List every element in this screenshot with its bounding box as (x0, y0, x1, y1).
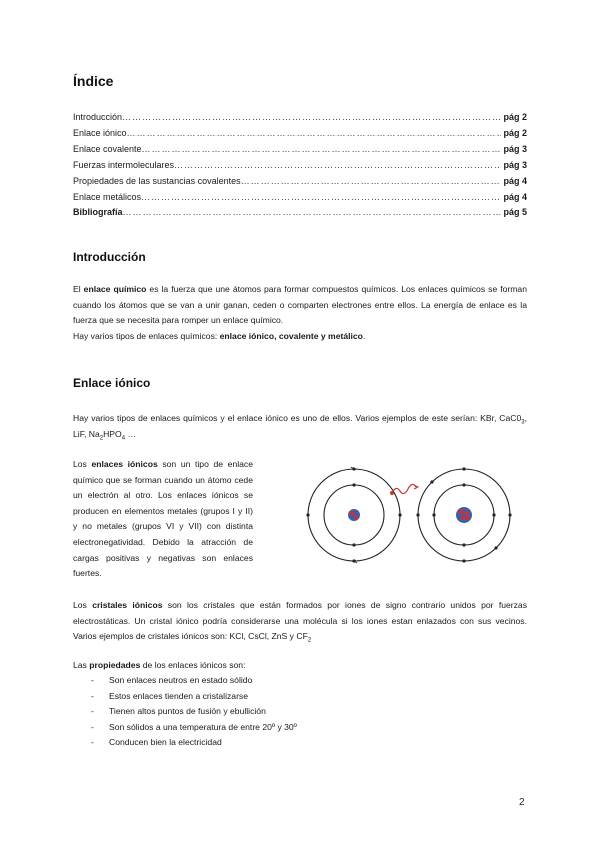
toc-page: pág 5 (503, 207, 527, 218)
properties-list (91, 673, 297, 751)
page-number: 2 (519, 797, 525, 808)
toc-label: Enlace iónico (73, 127, 127, 138)
toc-label: Propiedades de las sustancias covalentes (73, 175, 241, 186)
ionic-definition-paragraph: Los enlaces iónicos son un tipo de enlace químico que se forman cuando un átomo cede un electrón al otro. Los enlaces iónicos se producen en elementos metales (grupos I y II) y no metales (grupos VI y VII) con distinta electronegatividad. Debido la atracción de cargas positivas y negativas son enlaces fuertes. (73, 459, 253, 579)
list-item: - Son enlaces neutros en estado sólido (91, 673, 297, 689)
electron-transfer-icon (392, 484, 416, 493)
toc-label: Enlace metálicos (73, 191, 142, 202)
index-heading: Índice (73, 73, 114, 89)
toc-item[interactable] (73, 158, 527, 174)
table-of-contents (73, 110, 527, 221)
toc-page: pág 2 (503, 112, 527, 122)
left-atom (306, 467, 401, 563)
ionic-bond-diagram (306, 455, 528, 575)
toc-item[interactable] (73, 190, 527, 206)
intro-paragraph: El enlace químico es la fuerza que une átomos para formar compuestos químicos. Los enlaces químicos se forman cuando los átomos que se van a unir ganan, ceden o comparten electrones entre ellos. La energía de enlace es la fuerza que se necesita para romper un enlace químico. Hay varios tipos de enlaces químicos: enlace iónico, covalente y metálico. (73, 284, 527, 341)
toc-item[interactable] (73, 174, 527, 190)
toc-item[interactable] (73, 142, 527, 158)
toc-label: Enlace covalente (73, 143, 142, 154)
intro-heading: Introducción (73, 250, 146, 264)
list-item: - Estos enlaces tienden a cristalizarse (91, 689, 297, 705)
toc-item[interactable] (73, 110, 527, 126)
ionic-heading: Enlace iónico (73, 376, 151, 390)
toc-page: pág 3 (503, 159, 527, 170)
toc-label: Fuerzas intermoleculares (73, 159, 175, 170)
properties-intro: Las propiedades de los enlaces iónicos son: (73, 660, 246, 670)
toc-label: Introducción (73, 112, 123, 122)
right-atom (416, 467, 511, 562)
toc-item[interactable] (73, 126, 527, 142)
toc-page: pág 2 (503, 127, 527, 138)
list-item: - Conducen bien la electricidad (91, 735, 297, 751)
list-item: - Son sólidos a una temperatura de entre 20º y 30º (91, 720, 297, 736)
ionic-crystals-paragraph: Los cristales iónicos son los cristales que están formados por iones de signo contrario unidos por fuerzas electrostáticas. Un cristal iónico podría considerarse una molécula si los iones estan enlazados con sus vecinos. Varios ejemplos de cristales iónicos son: KCl, CsCl, ZnS y $CF_2$ (73, 600, 527, 644)
right-nucleus-icon (456, 507, 472, 523)
left-nucleus-icon (348, 509, 360, 521)
toc-page: pág 4 (503, 191, 527, 202)
toc-label: Bibliografía (73, 207, 123, 218)
toc-item[interactable] (73, 205, 527, 221)
ionic-intro-paragraph: Hay varios tipos de enlaces químicos y el enlace iónico es uno de ellos. Varios ejemplos de este serían: KBr, $CaC0_3$, LiF, $Na_2HPO_4$ … (73, 413, 527, 442)
toc-page: pág 3 (503, 143, 527, 154)
list-item: - Tienen altos puntos de fusión y ebullición (91, 704, 297, 720)
toc-page: pág 4 (503, 175, 527, 186)
